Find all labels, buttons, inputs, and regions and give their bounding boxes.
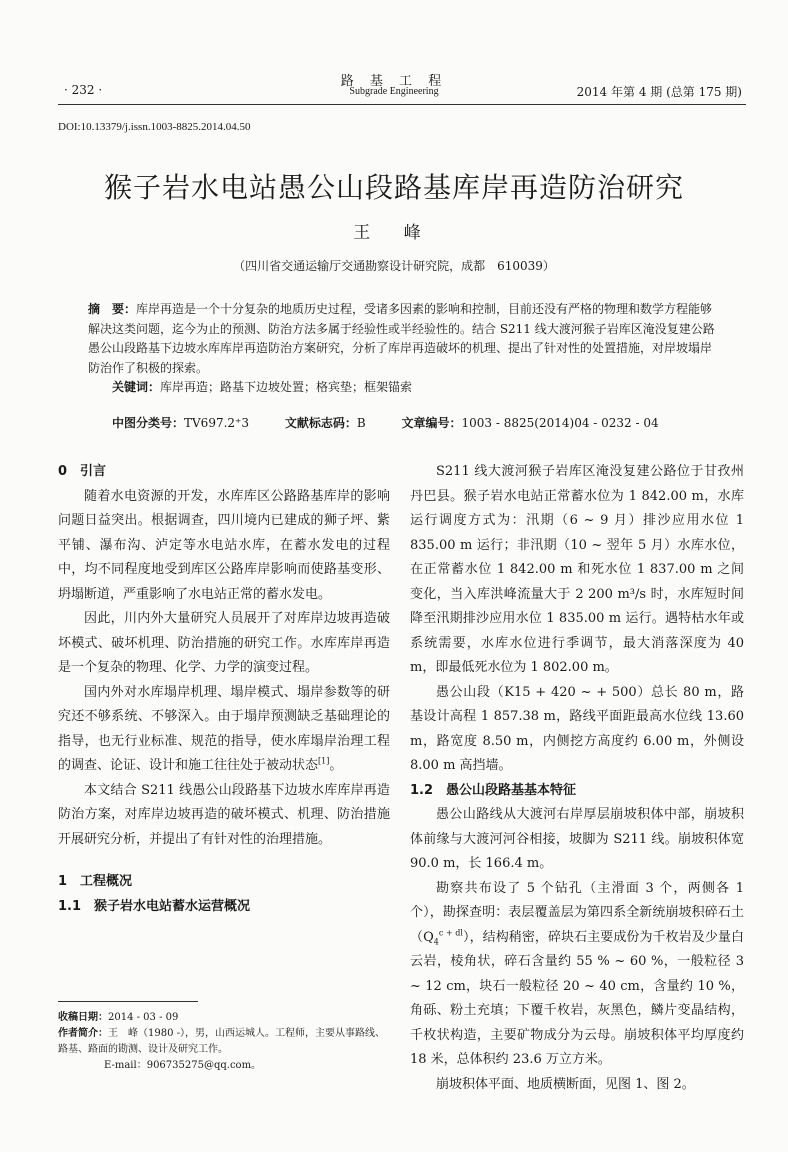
paragraph-text: 国内外对水库塌岸机理、塌岸模式、塌岸参数等的研究还不够系统、不够深入。由于塌岸预测缺乏基础理论的指导，也无行业标准、规范的指导，使水库塌岸治理工程的调查、论证、设计和施工往往处于被动状态 (58, 684, 390, 773)
received-label: 收稿日期： (58, 1012, 108, 1023)
left-column (58, 460, 390, 919)
bio-text: 王 峰（1980 -），男，山西运城人。工程师，主要从事路线、路基、路面的勘测、设计及研究工作。 (58, 1028, 386, 1055)
paragraph: 本文结合 S211 线愚公山段路基下边坡水库库岸再造防治方案，对库岸边坡再造的破坏模式、机理、防治措施开展研究分析，并提出了有针对性的治理措施。 (58, 782, 390, 847)
received-date (58, 1010, 388, 1026)
paragraph-end: 。 (329, 758, 343, 773)
formula-superscript: c + dl (438, 928, 463, 938)
paragraph-text: ），结构稍密，碎块石主要成份为千枚岩及少量白云岩，棱角状，碎石含量约 55 % ~ 60 %，一般粒径 3 ~ 12 cm，块石一般粒径 20 ~ 40 cm，含量约 10 %，角砾、粉土充填；下覆千枚岩，灰黑色，鳞片变晶结构，千枚状构造，主要矿物成分为云母。崩坡积体平均厚度约 18 米，总体积约 23.6 万立方米。 (410, 929, 744, 1067)
keywords: 库岸再造；路基下边坡处置；格宾垫；框架锚索 (160, 380, 413, 394)
paragraph: 崩坡积体平面、地质横断面，见图 1、图 2。 (436, 1076, 695, 1092)
citation-ref: [1] (318, 756, 330, 766)
affiliation: （四川省交通运输厅交通勘察设计研究院，成都 610039） (233, 259, 555, 273)
subsection-heading-1-2: 1.2 愚公山段路基基本特征 (410, 782, 577, 798)
keywords-line (88, 378, 716, 398)
right-column (410, 460, 744, 1097)
paragraph-text: 勘察共布设了 5 个钻孔（主滑面 3 个，两侧各 1 个），勘探查明：表层覆盖层为第四系全新统崩坡积碎石土（Q (410, 880, 744, 945)
page-number: · 232 · (64, 83, 103, 97)
paragraph: S211 线大渡河猴子岩库区淹没复建公路位于甘孜州丹巴县。猴子岩水电站正常蓄水位为 1 842.00 m，水库运行调度方式为：汛期（6 ~ 9 月）排沙应用水位 1 835.00 m 运行；非汛期（10 ~ 翌年 5 月）水库水位，在正常蓄水位 1 842.00 m 和死水位 1 837.00 m 之间变化，当入库洪峰流量大于 2 200 m³/s 时，水库短时间降至汛期排沙应用水位 1 835.00 m 运行。遇特枯水年或系统需要，水库水位进行季调节，最大消落深度为 40 m，即最低死水位为 1 802.00 m。 (410, 464, 744, 675)
header-rule (58, 104, 746, 105)
paragraph: 随着水电资源的开发，水库库区公路路基库岸的影响问题日益突出。根据调查，四川境内已建成的狮子坪、紫平铺、瀑布沟、泸定等水电站水库，在蓄水发电的过程中，均不同程度地受到库区公路库岸影响而使路基变形、坍塌断道，严重影响了水电站正常的蓄水发电。 (58, 488, 390, 602)
article-no-label: 文章编号： (401, 416, 462, 430)
paper-title: 猴子岩水电站愚公山段路基库岸再造防治研究 (103, 171, 684, 204)
author-bio (58, 1026, 388, 1058)
doc-code: B (356, 416, 366, 430)
article-no: 1003 - 8825(2014)04 - 0232 - 04 (461, 416, 659, 430)
issue-info: 2014 年第 4 期 (总第 175 期) (576, 85, 742, 99)
paragraph: 愚公山段（K15 + 420 ~ + 500）总长 80 m，路基设计高程 1 857.38 m，路线平面距最高水位线 13.60 m，路宽度 8.50 m，内侧挖方高度约 6.00 m，外侧设 8.00 m 高挡墙。 (410, 684, 744, 773)
section-heading-intro: 0 引言 (58, 464, 107, 479)
clc-label: 中图分类号： (112, 416, 185, 430)
abstract-label: 摘 要： (88, 302, 137, 316)
bio-label: 作者简介： (58, 1028, 108, 1039)
classification-row (112, 414, 659, 431)
journal-name-en: Subgrade Engineering (349, 86, 439, 97)
journal-name-cn: 路 基 工 程 (340, 74, 448, 89)
author-email: E-mail：906735275@qq.com。 (104, 1060, 262, 1071)
section-heading-overview: 1 工程概况 (58, 874, 133, 889)
author: 王 峰 (353, 223, 435, 243)
abstract-text: 库岸再造是一个十分复杂的地质历史过程，受诸多因素的影响和控制，目前还没有严格的物理和数学方程能够解决这类问题，迄今为止的预测、防治方法多属于经验性或半经验性的。结合 S211 线大渡河猴子岩库区淹没复建公路愚公山段路基下边坡水库库岸再造防治方案研究，分析了库岸再造破坏的机理、提出了针对性的处置措施，对岸坡塌岸防治作了积极的探索。 (88, 302, 715, 375)
formula-subscript: 4 (433, 937, 439, 947)
doc-code-label: 文献标志码： (284, 416, 357, 430)
keywords-label: 关键词： (112, 380, 161, 394)
received-value: 2014 - 03 - 09 (108, 1012, 179, 1023)
footnote (58, 1010, 388, 1074)
doi: DOI:10.13379/j.issn.1003-8825.2014.04.50 (58, 121, 251, 133)
subsection-heading-1-1: 1.1 猴子岩水电站蓄水运营概况 (58, 898, 251, 914)
paragraph (410, 877, 744, 1073)
footnote-rule (58, 1001, 198, 1002)
abstract (88, 300, 716, 398)
paragraph: 因此，川内外大量研究人员展开了对库岸边坡再造破坏模式、破坏机理、防治措施的研究工作。水库库岸再造是一个复杂的物理、化学、力学的演变过程。 (58, 611, 390, 675)
clc-code: TV697.2⁺3 (184, 416, 250, 430)
paragraph (58, 681, 390, 779)
paragraph: 愚公山路线从大渡河右岸厚层崩坡积体中部，崩坡积体前缘与大渡河河谷相接，坡脚为 S211 线。崩坡积体宽 90.0 m，长 166.4 m。 (410, 807, 744, 871)
